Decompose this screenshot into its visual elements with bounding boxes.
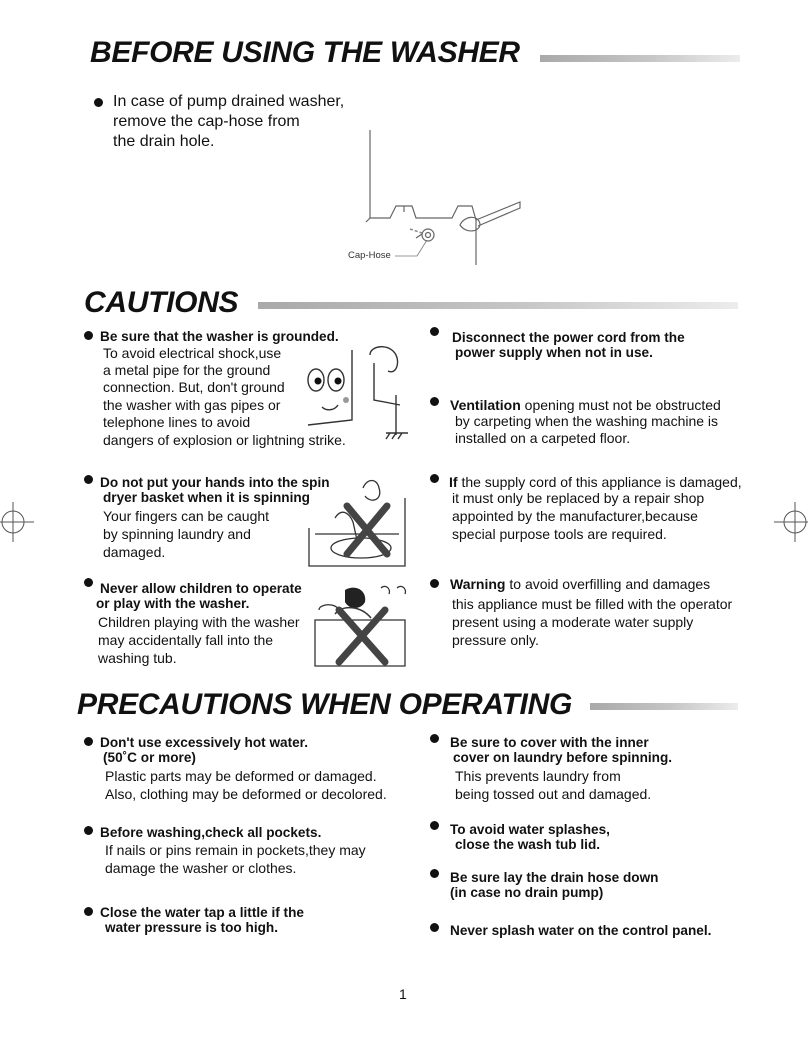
caution-text-line: by spinning laundry and: [103, 526, 251, 542]
page-number: 1: [399, 986, 407, 1002]
caution-text-line: it must only be replaced by a repair shop: [452, 490, 705, 506]
precaution-heading: (50˚C or more): [103, 750, 196, 765]
caution-heading: Never allow children to operate: [100, 581, 302, 596]
spin-basket-hand-illustration: [305, 478, 415, 570]
bullet: [430, 579, 439, 588]
registration-mark-right: [772, 500, 808, 544]
caution-text-line: Your fingers can be caught: [103, 508, 270, 524]
caution-lead: Warning: [450, 576, 506, 592]
precaution-heading: Never splash water on the control panel.: [450, 923, 712, 938]
bullet: [84, 475, 93, 484]
bullet: [84, 578, 93, 587]
registration-mark-left: [0, 500, 36, 544]
section-title-precautions: PRECAUTIONS WHEN OPERATING: [77, 688, 572, 721]
precaution-heading: Close the water tap a little if the: [100, 905, 304, 920]
title-rule: [258, 302, 738, 309]
child-at-washer-illustration: [305, 580, 415, 670]
precaution-heading: Before washing,check all pockets.: [100, 825, 322, 840]
precaution-heading: Be sure to cover with the inner: [450, 735, 649, 750]
caution-heading: dryer basket when it is spinning: [103, 490, 310, 505]
precaution-text-line: Plastic parts may be deformed or damaged.: [105, 768, 377, 784]
caution-text-line: by carpeting when the washing machine is: [455, 413, 719, 429]
caution-text: the supply cord of this appliance is damaged,: [457, 474, 742, 490]
bullet: [84, 907, 93, 916]
before-text-line: remove the cap-hose from: [113, 113, 300, 130]
caution-text-line: connection. But, don't ground: [103, 379, 285, 395]
bullet: [84, 737, 93, 746]
caution-text: opening must not be obstructed: [520, 397, 721, 413]
caution-heading: or play with the washer.: [96, 596, 250, 611]
grounded-washer-illustration: [300, 345, 420, 445]
title-rule: [540, 55, 740, 62]
caution-heading: Be sure that the washer is grounded.: [100, 329, 339, 344]
caution-text-line: special purpose tools are required.: [452, 526, 667, 542]
caution-lead: If: [449, 474, 458, 490]
bullet: [430, 327, 439, 336]
precaution-text-line: damage the washer or clothes.: [105, 860, 297, 876]
caution-lead: Ventilation: [450, 397, 521, 413]
bullet: [430, 923, 439, 932]
bullet: [94, 98, 103, 107]
precaution-heading: Be sure lay the drain hose down: [450, 870, 659, 885]
bullet: [430, 869, 439, 878]
caution-text: to avoid overfilling and damages: [505, 576, 711, 592]
title-rule: [590, 703, 738, 710]
caution-text-line: washing tub.: [98, 650, 177, 666]
caution-text-line: present using a moderate water supply: [452, 614, 694, 630]
section-title-before-using: BEFORE USING THE WASHER: [90, 36, 520, 69]
before-text-line: the drain hole.: [113, 133, 215, 150]
bullet: [84, 826, 93, 835]
caution-text-line: may accidentally fall into the: [98, 632, 274, 648]
cap-hose-label: Cap-Hose: [348, 250, 391, 261]
precaution-text-line: This prevents laundry from: [455, 768, 621, 784]
caution-heading: power supply when not in use.: [455, 345, 653, 360]
precaution-heading: Don't use excessively hot water.: [100, 735, 308, 750]
caution-text-line: To avoid electrical shock,use: [103, 345, 282, 361]
caution-text-line: dangers of explosion or lightning strike.: [103, 432, 346, 448]
precaution-heading: close the wash tub lid.: [455, 837, 601, 852]
caution-text-line: this appliance must be filled with the operator: [452, 596, 733, 612]
precaution-text-line: being tossed out and damaged.: [455, 786, 652, 802]
bullet: [430, 474, 439, 483]
caution-text-line: damaged.: [103, 544, 166, 560]
caution-text-line: pressure only.: [452, 632, 539, 648]
cap-hose-leader-line: [395, 238, 435, 258]
caution-heading: Do not put your hands into the spin: [100, 475, 330, 490]
caution-text-line: appointed by the manufacturer,because: [452, 508, 698, 524]
before-text-line: In case of pump drained washer,: [113, 93, 345, 110]
caution-text-line: telephone lines to avoid: [103, 414, 251, 430]
precaution-text-line: If nails or pins remain in pockets,they may: [105, 842, 366, 858]
caution-text-line: Children playing with the washer: [98, 614, 300, 630]
washer-drain-illustration: [360, 130, 530, 270]
section-title-cautions: CAUTIONS: [84, 286, 239, 319]
precaution-heading: To avoid water splashes,: [450, 822, 610, 837]
precaution-heading: water pressure is too high.: [105, 920, 278, 935]
caution-text-line: [450, 575, 710, 594]
bullet: [430, 397, 439, 406]
caution-text-line: installed on a carpeted floor.: [455, 430, 631, 446]
precaution-heading: (in case no drain pump): [450, 885, 604, 900]
caution-text-line: the washer with gas pipes or: [103, 397, 281, 413]
bullet: [430, 734, 439, 743]
precaution-text-line: Also, clothing may be deformed or decolored.: [105, 786, 387, 802]
bullet: [84, 331, 93, 340]
precaution-heading: cover on laundry before spinning.: [453, 750, 673, 765]
bullet: [430, 821, 439, 830]
caution-text-line: a metal pipe for the ground: [103, 362, 271, 378]
caution-heading: Disconnect the power cord from the: [452, 330, 685, 345]
